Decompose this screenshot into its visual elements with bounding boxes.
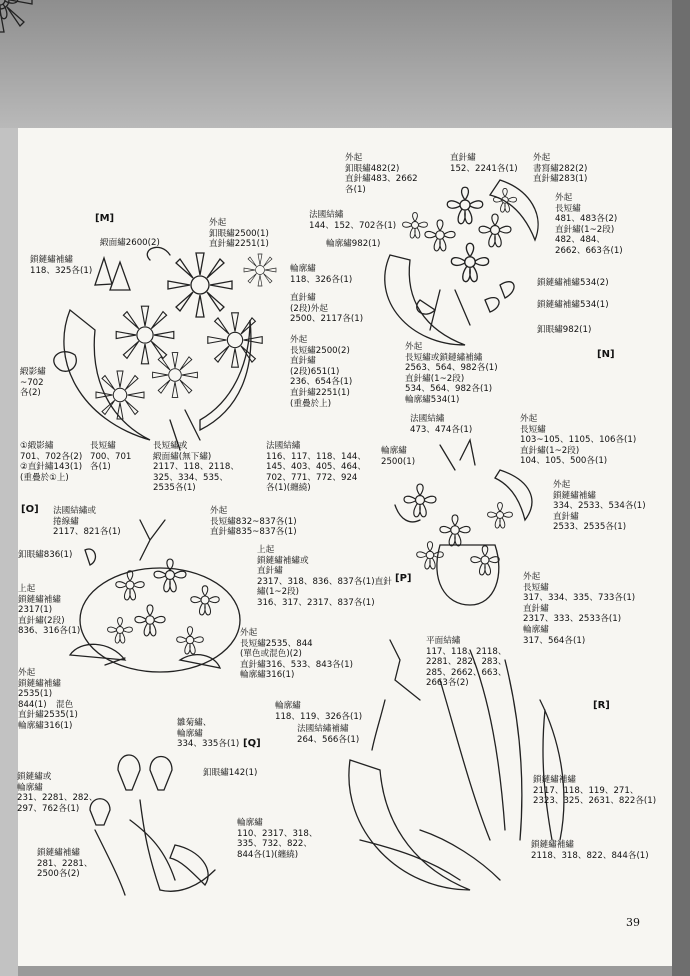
n-label-10: 外起 長短繡或鎖鏈繡補繡 2563、564、982各(1) 直針繡(1~2段) 534、564、982各(1) 輪廓繡534(1) xyxy=(405,342,498,405)
n-label-1: 外起 釦眼繡482(2) 直針繡483、2662 各(1) xyxy=(345,153,418,195)
n-label-8: 鎖鏈繡補繡534(1) xyxy=(537,300,609,310)
o-label-4: 上起 鎖鏈繡補繡或 直針繡 2317、318、836、837各(1)直針 繡(1~2段) 316、317、2317、837各(1) xyxy=(257,545,392,608)
r-label-5: 鎖鏈繡補繡 2118、318、822、844各(1) xyxy=(531,840,649,861)
o-label-7: 外起 鎖鏈繡補繡 2535(1) 844(1) 直針繡2535(1) 輪廓繡316(1) xyxy=(18,668,78,731)
n-label-9: 釦眼繡982(1) xyxy=(537,325,592,335)
o-label-8: 混色 xyxy=(56,700,74,710)
section-p-tag: [P] xyxy=(395,573,412,584)
m-label-3: 外起 釦眼繡2500(1) 直針繡2251(1) xyxy=(209,218,269,250)
motif-q-bells xyxy=(90,755,215,895)
q-label-2: 釦眼繡142(1) xyxy=(203,768,258,778)
section-q-tag: [Q] xyxy=(243,738,261,749)
q-label-5: 鎖鏈繡補繡 281、2281、 2500各(2) xyxy=(37,848,93,880)
n-label-5: 輪廓繡982(1) xyxy=(326,239,381,249)
m-label-5: 直針繡 (2段)外起 2500、2117各(1) xyxy=(290,293,364,325)
p-label-4: 外起 鎖鏈繡補繡 334、2533、534各(1) 直針繡 2533、2535各(1) xyxy=(553,480,646,533)
m-label-8: 長短繡 700、701 各(1) xyxy=(90,441,132,473)
r-label-4: 鎖鏈繡補繡 2117、118、119、271、 2323、325、2631、822各(1) xyxy=(533,775,657,807)
section-m-tag: [M] xyxy=(95,213,115,224)
n-label-7: 鎖鏈繡補繡534(2) xyxy=(537,278,609,288)
n-label-6: 外起 長短繡 481、483各(2) 直針繡(1~2段) 482、484、 2662、663各(1) xyxy=(555,193,623,256)
m-label-6: 外起 長短繡2500(2) 直針繡 (2段)651(1) 236、654各(1) 直針繡2251(1) (重疊於上) xyxy=(290,335,353,409)
o-label-2: 外起 長短繡832~837各(1) 直針繡835~837各(1) xyxy=(210,506,297,538)
p-label-1: 法國結繡 473、474各(1) xyxy=(410,414,473,435)
o-label-6: 外起 長短繡2535、844 (單色或混色)(2) 直針繡316、533、843各(1) 輪廓繡316(1) xyxy=(240,628,353,681)
q-label-3: 鎖鏈繡或 輪廓繡 231、2281、282、 297、762各(1) xyxy=(17,772,98,814)
n-label-3: 外起 書寫繡282(2) 直針繡283(1) xyxy=(533,153,588,185)
r-label-3: 法國結繡補繡 264、566各(1) xyxy=(297,724,360,745)
r-label-1: 平面結繡 117、118、2118、 2281、282、283、 285、2662、663、 2663各(2) xyxy=(426,636,507,689)
n-label-4: 法國結繡 144、152、702各(1) xyxy=(309,210,397,231)
p-label-3: 輪廓繡 2500(1) xyxy=(381,446,416,467)
q-label-1: 雛菊繡、 輪廓繡 334、335各(1) xyxy=(177,718,240,750)
m-label-1: 鎖鏈繡補繡 118、325各(1) xyxy=(30,255,93,276)
n-label-2: 直針繡 152、2241各(1) xyxy=(450,153,518,174)
section-r-tag: [R] xyxy=(593,700,610,711)
p-label-2: 外起 長短繡 103~105、1105、106各(1) 直針繡(1~2段) 104、105、500各(1) xyxy=(520,414,637,467)
m-label-11: 緞影繡 ~702 各(2) xyxy=(20,367,46,399)
o-label-1: 法國結繡或 捲線繡 2117、821各(1) xyxy=(53,506,121,538)
motif-p-vase xyxy=(395,440,532,605)
o-label-3: 釦眼繡836(1) xyxy=(18,550,73,560)
m-label-10: 法國結繡 116、117、118、144、 145、403、405、464、 702、771、772、924 各(1)(纏繞) xyxy=(266,441,366,494)
m-label-2: 緞面繡2600(2) xyxy=(100,238,160,248)
r-label-2: 輪廓繡 118、119、326各(1) xyxy=(275,701,363,722)
p-label-5: 外起 長短繡 317、334、335、733各(1) 直針繡 2317、333、2533各(1) 輪廓繡 317、564各(1) xyxy=(523,572,636,646)
section-n-tag: [N] xyxy=(597,349,615,360)
m-label-4: 輪廓繡 118、326各(1) xyxy=(290,264,353,285)
section-o-tag: [O] xyxy=(21,504,39,515)
o-label-5: 上起 鎖鏈繡補繡 2317(1) 直針繡(2段) 836、316各(1) xyxy=(18,584,81,637)
m-label-9: 長短繡或 緞面繡(無下繡) 2117、118、2118、 325、334、535、 2535各(1) xyxy=(153,441,239,494)
motif-o-bowl xyxy=(70,520,240,672)
m-label-7: ①緞影繡 701、702各(2) ②直針繡143(1) (重疊於①上) xyxy=(20,441,83,483)
page-number: 39 xyxy=(626,916,640,929)
q-label-4: 輪廓繡 110、2317、318、 335、732、822、 844各(1)(纏繞) xyxy=(237,818,318,860)
